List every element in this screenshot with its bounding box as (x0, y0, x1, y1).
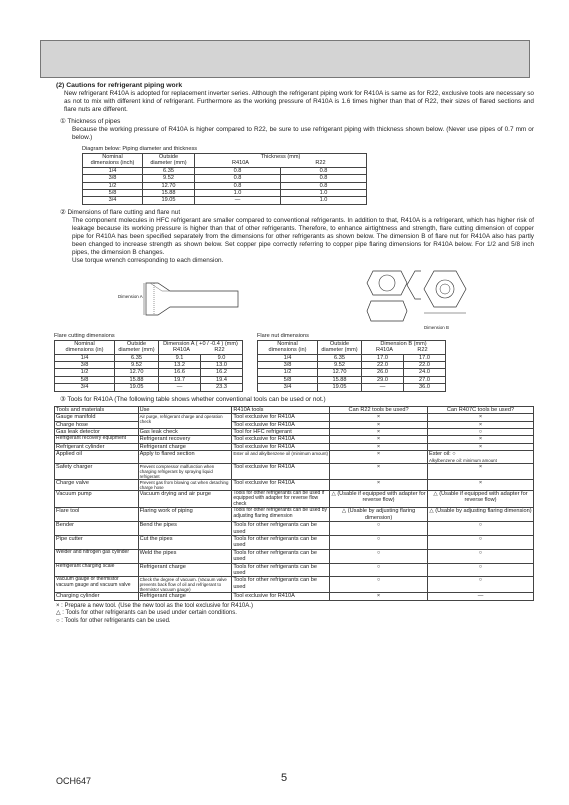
flare-cut-cell: 6.35 (115, 354, 159, 361)
tools-row (55, 577, 534, 593)
flare-nut-row (258, 369, 446, 376)
tools-header-cell: Can R22 tools be used? (330, 406, 428, 413)
thickness-cell: 5/8 (83, 190, 143, 197)
flare-nut-cell: 19.05 (318, 384, 362, 391)
page-content (56, 82, 534, 625)
flare-cut-cell: 12.70 (115, 369, 159, 376)
tools-cell: Tool exclusive for R410A (232, 593, 330, 600)
tools-cell: — (427, 593, 533, 600)
flare-diagrams (56, 265, 534, 333)
flare-nut-row (258, 376, 446, 383)
thickness-cell: 1/4 (83, 167, 143, 174)
tools-cell: × (427, 443, 533, 450)
flare-cut-cell: 19.7 (159, 376, 201, 383)
tools-cell: Tools for other refrigerants can be used (232, 577, 330, 593)
tools-cell: Prevent compressor malfunction when charging refrigerant by spraying liquid refrigerant (138, 463, 232, 479)
tools-cell: Refrigerant charging scale (55, 563, 139, 577)
tools-cell: Bender (55, 522, 139, 536)
flare-nut-front-diagram (422, 267, 472, 323)
flare-cut-cell: 13.2 (159, 362, 201, 369)
thickness-row (83, 182, 367, 189)
tools-row (55, 451, 534, 463)
tools-cell: ○ (427, 549, 533, 563)
cut-th-nominal: Nominal dimensions (in) (55, 340, 115, 354)
flare-nut-cell: 3/8 (258, 362, 318, 369)
flare-nut-cell: 1/2 (258, 369, 318, 376)
tools-cell: Refrigerant recovery (138, 436, 232, 443)
tools-cell: Gas leak detector (55, 428, 139, 435)
tools-table (54, 406, 534, 601)
section-title: (2) Cautions for refrigerant piping work (56, 82, 183, 89)
tools-cell: Ester oil: ○ Alkylbenzene oil: minimum amount (427, 451, 533, 463)
tools-cell: Safety charger (55, 463, 139, 479)
flare-cut-cell: 1/2 (55, 369, 115, 376)
tools-row (55, 463, 534, 479)
tools-cell: Tool exclusive for R410A (232, 414, 330, 421)
flare-cut-cell: 3/4 (55, 384, 115, 391)
tools-cell: Refrigerant recovery equipment (55, 436, 139, 443)
tools-header-cell: R410A tools (232, 406, 330, 413)
thickness-cell: 12.70 (143, 182, 195, 189)
tools-cell: Tool for HFC refrigerant (232, 428, 330, 435)
thickness-cell: 1.0 (281, 197, 367, 204)
nut-th-outside: Outside diameter (mm) (318, 340, 362, 354)
tools-cell: Tool exclusive for R410A (232, 443, 330, 450)
section-intro: New refrigerant R410A is adopted for replacement inverter series. Although the refrigerant piping work for R410A is same as for R22, exclusive tools are necessary so as not to mix with different kind of refrigerant. Furthermore as the working pressure of R410A is 1.6 times higher than that of R22, their sizes of flared sections and flare nuts are different. (64, 90, 534, 113)
flare-nut-cell: 3/4 (258, 384, 318, 391)
tools-cell: ○ (427, 428, 533, 435)
thickness-cell: 3/4 (83, 197, 143, 204)
tools-cell: Charge valve (55, 479, 139, 490)
thickness-cell: 0.8 (281, 182, 367, 189)
flare-cut-cell: 1/4 (55, 354, 115, 361)
legend-circle: ○ : Tools for other refrigerants can be used. (56, 617, 171, 624)
tools-cell: Vacuum pump (55, 490, 139, 508)
flare-nut-cell: 5/8 (258, 376, 318, 383)
thickness-cell: 3/8 (83, 175, 143, 182)
flare-nut-cell: 27.0 (404, 376, 446, 383)
thickness-cell: 1/2 (83, 182, 143, 189)
header-bar (40, 40, 530, 78)
legend-triangle: △ : Tools for other refrigerants can be used under certain conditions. (56, 610, 237, 617)
tools-cell: ○ (427, 522, 533, 536)
tools-cell: × (330, 463, 428, 479)
tools-cell: ○ (427, 535, 533, 549)
thickness-row (83, 167, 367, 174)
flare-cut-row (55, 369, 243, 376)
tools-cell: × (427, 463, 533, 479)
tools-cell: Prevent gas from blowing out when detaching charge hose (138, 479, 232, 490)
flare-pipe-diagram (118, 269, 258, 329)
tools-cell: × (330, 436, 428, 443)
tools-cell: Flare tool (55, 508, 139, 522)
tools-cell: △ (Usable if equipped with adapter for reverse flow) (427, 490, 533, 508)
tools-cell: ○ (330, 522, 428, 536)
tools-row (55, 443, 534, 450)
flare-cut-cell: 19.4 (201, 376, 243, 383)
tools-cell: ○ (330, 563, 428, 577)
flare-nut-row (258, 384, 446, 391)
tools-header-cell: Can R407C tools be used? (427, 406, 533, 413)
tools-cell: Refrigerant cylinder (55, 443, 139, 450)
flare-nut-cell: — (362, 384, 404, 391)
tools-cell: Applied oil (55, 451, 139, 463)
flare-cut-row (55, 362, 243, 369)
tools-row (55, 421, 534, 428)
flare-cut-cell: 9.52 (115, 362, 159, 369)
flare-text2: Use torque wrench corresponding to each dimension. (72, 256, 224, 264)
dimension-b-label: Dimension B (424, 324, 449, 330)
tools-header-cell: Tools and materials (55, 406, 139, 413)
flare-nut-cell: 17.0 (404, 354, 446, 361)
flare-nut-cell: 17.0 (362, 354, 404, 361)
flare-cut-cell: 15.88 (115, 376, 159, 383)
flare-nut-diagram (361, 265, 421, 325)
flare-cut-row (55, 384, 243, 391)
tools-row (55, 414, 534, 421)
nut-th-dim: Dimension B (mm) R410A R22 (362, 340, 446, 354)
tools-cell: × (330, 414, 428, 421)
tools-cell: △ (Usable by adjusting flaring dimension) (427, 508, 533, 522)
thickness-cell: 0.8 (281, 175, 367, 182)
thickness-cell: 1.0 (281, 190, 367, 197)
page-number: 5 (281, 772, 288, 784)
tools-cell: ○ (330, 577, 428, 593)
tools-cell: Vacuum gauge or thermistor vacuum gauge and vacuum valve (55, 577, 139, 593)
tools-cell: Tool exclusive for R410A (232, 463, 330, 479)
thickness-row (83, 190, 367, 197)
tools-cell: Apply to flared section (138, 451, 232, 463)
flare-nut-cell: 9.52 (318, 362, 362, 369)
flare-cut-cell: 23.3 (201, 384, 243, 391)
tools-row (55, 436, 534, 443)
tools-cell: Refrigerant charge (138, 563, 232, 577)
tools-cell: Tool exclusive for R410A (232, 421, 330, 428)
tools-cell: △ (Usable if equipped with adapter for reverse flow) (330, 490, 428, 508)
tools-cell: ○ (427, 563, 533, 577)
flare-cut-cell: 16.6 (159, 369, 201, 376)
thickness-row (83, 197, 367, 204)
tools-cell: Tool exclusive for R410A (232, 436, 330, 443)
tools-cell: Gas leak check (138, 428, 232, 435)
thickness-text: Because the working pressure of R410A is higher compared to R22, be sure to use refrigerant piping with thickness shown below. (Never use pipes of 0.7 mm or below.) (72, 126, 534, 141)
tools-cell: Bend the pipes (138, 522, 232, 536)
thickness-cell: 6.35 (143, 167, 195, 174)
tools-cell: × (427, 421, 533, 428)
flare-nut-cell: 12.70 (318, 369, 362, 376)
thickness-cell: 0.8 (281, 167, 367, 174)
flare-cut-cell: 9.1 (159, 354, 201, 361)
tools-legend (56, 603, 534, 625)
tools-cell: × (427, 479, 533, 490)
th-nominal: Nominal dimensions (inch) (83, 154, 143, 168)
cut-th-dim: Dimension A ( +0 / -0.4 ) (mm) R410A R22 (159, 340, 243, 354)
flare-nut-row (258, 362, 446, 369)
flare-nut-cell: 36.0 (404, 384, 446, 391)
tools-row (55, 490, 534, 508)
tools-cell: × (427, 414, 533, 421)
tools-cell: Charging cylinder (55, 593, 139, 600)
flare-cut-row (55, 376, 243, 383)
flare-nut-cell: 24.0 (404, 369, 446, 376)
tools-cell: ○ (330, 549, 428, 563)
tools-cell: ○ (330, 535, 428, 549)
tools-header-cell: Use (138, 406, 232, 413)
tools-cell: ○ (427, 577, 533, 593)
thickness-cell: 15.88 (143, 190, 195, 197)
flare-nut-cell: 1/4 (258, 354, 318, 361)
tools-cell: Tools for other refrigerants can be used (232, 563, 330, 577)
tools-cell: × (330, 428, 428, 435)
thickness-row (83, 175, 367, 182)
tools-cell: Vacuum drying and air purge (138, 490, 232, 508)
tools-cell: Flaring work of piping (138, 508, 232, 522)
flare-nut-cell: 26.0 (362, 369, 404, 376)
flare-cut-table (54, 340, 243, 392)
tools-cell: × (330, 479, 428, 490)
tools-cell: × (427, 436, 533, 443)
tools-row (55, 522, 534, 536)
flare-cut-cell: 19.05 (115, 384, 159, 391)
tools-row (55, 535, 534, 549)
tools-cell: Pipe cutter (55, 535, 139, 549)
tools-row (55, 508, 534, 522)
th-outside: Outside diameter (mm) (143, 154, 195, 168)
tools-cell: × (330, 451, 428, 463)
thickness-cell: 9.52 (143, 175, 195, 182)
tools-cell: Welder and nitrogen gas cylinder (55, 549, 139, 563)
tools-cell: Tool exclusive for R410A (232, 479, 330, 490)
flare-cut-cell: 9.0 (201, 354, 243, 361)
flare-nut-cell: 15.88 (318, 376, 362, 383)
tools-cell: Cut the pipes (138, 535, 232, 549)
flare-cut-cell: 3/8 (55, 362, 115, 369)
flare-cut-cell: 13.0 (201, 362, 243, 369)
legend-cross: × : Prepare a new tool. (Use the new tool as the tool exclusive for R410A.) (56, 602, 253, 609)
thickness-cell: — (195, 197, 281, 204)
tools-cell: × (330, 421, 428, 428)
tools-cell: Refrigerant charge (138, 593, 232, 600)
tools-cell: Weld the pipes (138, 549, 232, 563)
flare-text: The component molecules in HFC refrigerant are smaller compared to conventional refrigerants. In addition to that, R410A is a refrigerant, which has higher risk of leakage because its working pressure is higher than that of other refrigerants. Therefore, to enhance airtightness and strength, flare cutting dimension of copper pipe for R410A has been specified separately from the dimensions for other refrigerants as shown below. The dimension B of flare nut for R410A also has partly been changed to increase strength as shown below. Set copper pipe correctly referring to copper pipe flaring dimensions for R410A below. For 1/2 and 5/8 inch pipes, the dimension B changes. (72, 216, 534, 256)
flare-heading: ② Dimensions of flare cutting and flare nut (60, 208, 181, 216)
tools-cell: Ester oil and alkylbenzene oil (minimum amount) (232, 451, 330, 463)
tools-cell: △ (Usable by adjusting flaring dimension) (330, 508, 428, 522)
thickness-cell: 0.8 (195, 167, 281, 174)
tools-cell: × (330, 443, 428, 450)
flare-cut-row (55, 354, 243, 361)
tools-cell: Refrigerant charge (138, 443, 232, 450)
tools-cell: Tools for other refrigerants can be used if equipped with adapter for reverse flow check (232, 490, 330, 508)
tools-cell: Air purge, refrigerant charge and operation check (138, 414, 232, 429)
flare-cut-cell: 5/8 (55, 376, 115, 383)
cut-th-outside: Outside diameter (mm) (115, 340, 159, 354)
dimension-a-label: Dimension A (118, 293, 143, 299)
document-code: OCH647 (56, 776, 92, 786)
tools-cell: Tools for other refrigerants can be used (232, 549, 330, 563)
oil-note: Alkylbenzene oil: minimum amount (428, 457, 497, 463)
tools-cell: Tools for other refrigerants can be used (232, 535, 330, 549)
thickness-cell: 1.0 (195, 190, 281, 197)
thickness-cell: 0.8 (195, 175, 281, 182)
flare-nut-table (257, 340, 446, 392)
flare-nut-cell: 22.0 (362, 362, 404, 369)
flare-tables (54, 333, 534, 392)
flare-cut-cell: — (159, 384, 201, 391)
tools-row (55, 479, 534, 490)
flare-nut-caption: Flare nut dimensions (257, 332, 309, 339)
flare-cut-cell: 16.2 (201, 369, 243, 376)
tools-row (55, 593, 534, 600)
tools-cell: Charge hose (55, 421, 139, 428)
thickness-caption: Diagram below: Piping diameter and thickness (82, 146, 198, 152)
flare-nut-row (258, 354, 446, 361)
flare-nut-cell: 22.0 (404, 362, 446, 369)
tools-cell: Tools for other refrigerants can be used (232, 522, 330, 536)
tools-row (55, 428, 534, 435)
flare-cut-block (54, 333, 243, 392)
tools-row (55, 563, 534, 577)
thickness-heading: ① Thickness of pipes (60, 118, 121, 125)
thickness-table (82, 153, 367, 205)
th-thickness: Thickness (mm) R410A R22 (195, 154, 367, 168)
thickness-cell: 0.8 (195, 182, 281, 189)
tools-cell: Gauge manifold (55, 414, 139, 421)
flare-nut-block (257, 333, 446, 392)
flare-nut-cell: 6.35 (318, 354, 362, 361)
tools-heading: ③ Tools for R410A (The following table shows whether conventional tools can be used or not.) (60, 395, 326, 403)
tools-row (55, 549, 534, 563)
flare-cut-caption: Flare cutting dimensions (54, 332, 115, 339)
tools-cell: Tools for other refrigerants can be used by adjusting flaring dimension (232, 508, 330, 522)
flare-nut-cell: 29.0 (362, 376, 404, 383)
nut-th-nominal: Nominal dimensions (in) (258, 340, 318, 354)
tools-cell: Check the degree of vacuum. (Vacuum valve prevents back flow of oil and refrigerant to thermistor vacuum gauge) (138, 577, 232, 593)
tools-cell: × (330, 593, 428, 600)
thickness-cell: 19.05 (143, 197, 195, 204)
